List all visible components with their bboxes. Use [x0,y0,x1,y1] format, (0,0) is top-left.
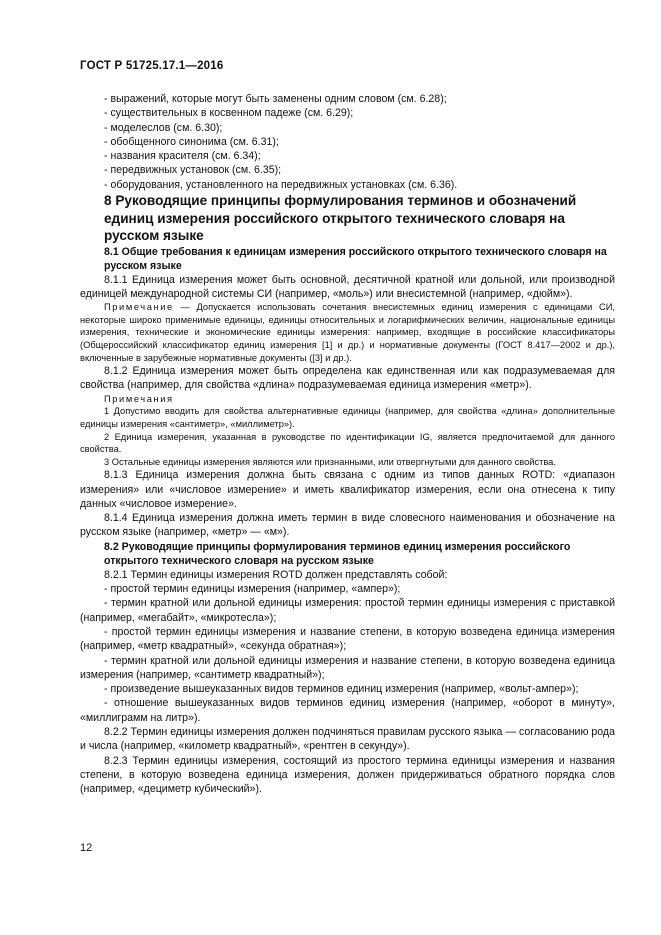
list-item: - простой термин единицы измерения (например, «ампер»); [104,583,401,596]
list-item: - оборудования, установленного на передвижных установках (см. 6.36). [104,178,458,191]
paragraph-8-1-3: 8.1.3 Единица измерения должна быть связана с одним из типов данных ROTD: «диапазон измерения» или «числовое измерение» и иметь квалификатор измерения, если она отнесена к типу данных «числовое измерение». [80,469,615,510]
notes-label: Примечания [104,393,174,404]
list-item: - названия красителя (см. 6.34); [104,150,261,163]
list-item: - произведение вышеуказанных видов терминов единиц измерения (например, «вольт-ампер»); [104,683,579,696]
list-item: - простой термин единицы измерения и название степени, в которую возведена единица измерения (например, «метр квадратный», «секунда обратная»); [80,625,615,653]
list-item: - моделеслов (см. 6.30); [104,121,223,134]
list-item: - выражений, которые могут быть заменены одним словом (см. 6.28); [104,93,447,105]
paragraph-8-2-1: 8.2.1 Термин единицы измерения ROTD должен представлять собой: [104,568,448,581]
section-8-2-heading: 8.2 Руководящие принципы формулирования терминов единиц измерения российского открытого технического словаря на русском языке [104,540,571,567]
page-content [80,92,615,797]
list-item: - отношение вышеуказанных видов терминов единиц измерения (например, «оборот в минуту», «миллиграмм на литр»). [80,697,615,724]
section-8-1-heading: 8.1 Общие требования к единицам измерения российского открытого технического словаря на русском языке [104,245,607,272]
list-item: - обобщенного синонима (см. 6.31); [104,135,279,148]
paragraph-8-1-1: 8.1.1 Единица измерения может быть основной, десятичной кратной или дольной, или производной единицей международной системы СИ (например, «моль») или внесистемной (например, «дюйм»). [80,273,615,300]
paragraph-8-1-4: 8.1.4 Единица измерения должна иметь термин в виде словесного наименования и обозначение на русском языке (например, «метр» — «м»). [80,512,615,539]
paragraph-8-2-2: 8.2.2 Термин единицы измерения должен подчиняться правилам русского языка — согласованию рода и числа (например, «километр квадратный», «рентген в секунду»). [80,726,615,753]
note-text: — Допускается использовать сочетания внесистемных единиц измерения с единицами СИ, некоторые широко применимые единицы, единицы относительных и логарифмических величин, национальные единицы измерения, технические и экономические единицы измерения: например, входящие в российские классификаторы (Общероссийский классификатор единиц измерения [1] и др.) и нормативные документы (ГОСТ 8.417—2002 и др.), включенные в зарубежные нормативные документы ([3] и др.). [80,302,615,363]
section-8-heading: 8 Руководящие принципы формулирования терминов и обозначений единиц измерения российского открытого технического словаря на русском языке [104,193,577,244]
list-item: - термин кратной или дольной единицы измерения: простой термин единицы измерения с приставкой (например, «мегабайт», «микротесла»); [80,597,615,624]
bullet-list [80,92,615,192]
paragraph-8-2-3: 8.2.3 Термин единицы измерения, состоящий из простого термина единицы измерения и названия степени, в которую возведена единица измерения, должен придерживаться обратного порядка слов (например, «дециметр кубический»). [80,754,615,796]
note-item: 2 Единица измерения, указанная в руководстве по идентификации IG, является предпочитаемой для данного свойства. [80,431,615,455]
list-item: - существительных в косвенном падеже (см. 6.29); [104,107,354,120]
list-item: - передвижных установок (см. 6.35); [104,164,282,177]
note-8-1-1 [80,301,615,364]
list-item: - термин кратной или дольной единицы измерения и название степени, в которую возведена единица измерения (например, «сантиметр квадратный»); [80,654,615,681]
note-label: Примечание [104,302,174,313]
paragraph-8-1-2: 8.1.2 Единица измерения может быть определена как единственная или как подразумеваемая для свойства (например, для свойства «длина» подразумеваемая единица измерения «метр»). [80,365,615,392]
document-header: ГОСТ Р 51725.17.1—2016 [80,60,224,72]
note-item: 1 Допустимо вводить для свойства альтернативные единицы (например, для свойства «длина» дополнительные единицы измерения «сантиметр», «миллиметр»). [80,406,615,429]
note-item: 3 Остальные единицы измерения являются или признанными, или отвергнутыми для данного свойства. [104,456,556,467]
page-number: 12 [80,842,93,854]
